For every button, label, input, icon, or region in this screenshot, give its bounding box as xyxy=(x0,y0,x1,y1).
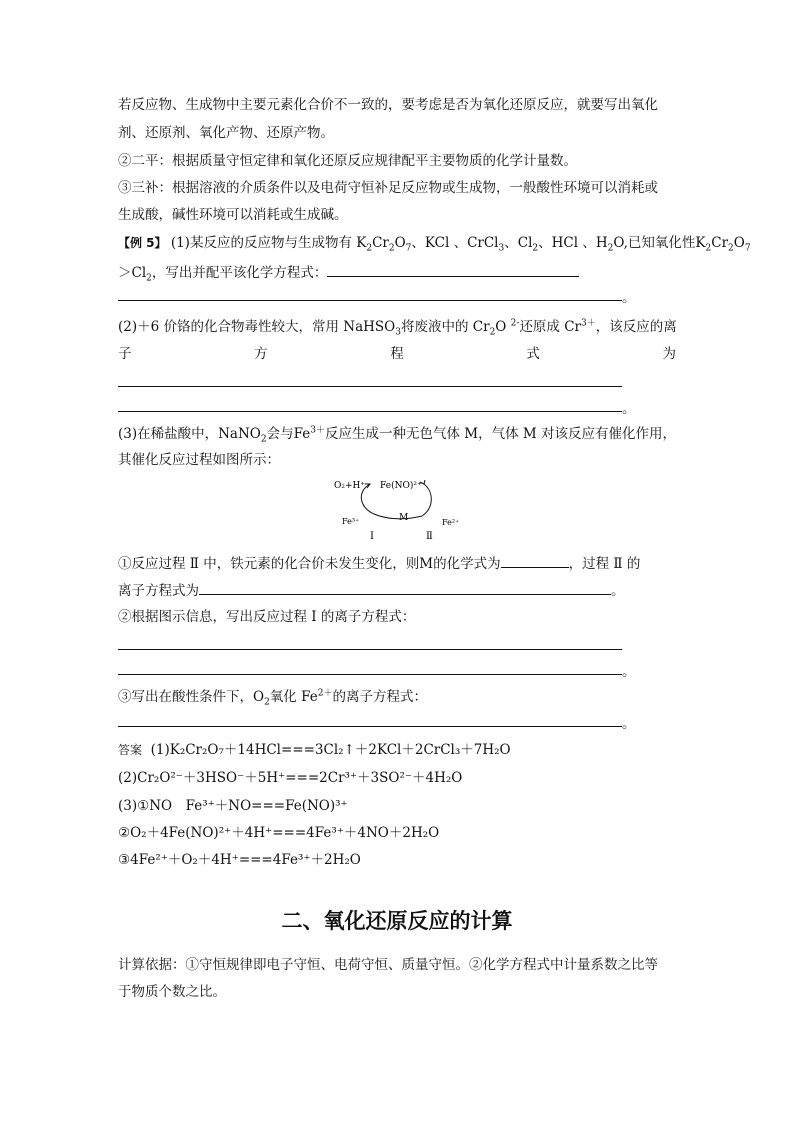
q2-spread-char: 方 xyxy=(254,346,268,362)
sub3-text-a: ③写出在酸性条件下，O xyxy=(118,689,265,705)
answer-2: (2)Cr₂O²⁻＋3HSO⁻＋5H⁺===2Cr³⁺＋3SO²⁻＋4H₂O xyxy=(118,770,463,786)
q1-text-i: O xyxy=(733,235,745,251)
q2-text-a: (2)＋6 价铬的化合物毒性较大，常用 NaHSO xyxy=(118,319,396,335)
section-body-line-2: 于物质个数之比。 xyxy=(118,984,226,1000)
sub3-fe-charge: 2＋ xyxy=(317,688,333,699)
q1-answer-blank[interactable] xyxy=(327,262,579,277)
example-q1-line-2: $>Cl_2$，写出并配平该化学方程式： xyxy=(118,262,579,282)
sub1-period: 。 xyxy=(611,583,625,599)
answer-3: (3)①NO Fe³⁺＋NO===Fe(NO)³⁺ xyxy=(118,798,348,814)
process-1-label: Ⅰ xyxy=(370,531,374,542)
q2-charge: 2- xyxy=(510,318,520,329)
q1-text-c: O xyxy=(394,235,406,251)
step-3-line-1: ③三补：根据溶液的介质条件以及电荷守恒补足反应物或生成物，一般酸性环境可以消耗或 xyxy=(118,180,658,196)
q2-text-g: ，该反应的离 xyxy=(595,319,677,335)
step-2-text: ②二平：根据质量守恒定律和氧化还原反应规律配平主要物质的化学计量数。 xyxy=(118,153,577,169)
sub3-text: ③写出在酸性条件下，$O_2$氧化 $Fe^{2+}$的离子方程式： xyxy=(118,688,427,708)
sub1-equation-blank[interactable] xyxy=(199,580,611,595)
example-q1-line-1: 【例 5】 (1)某反应的反应物与生成物有 $K_2Cr_2O_7$、KCl 、CrCl$_3$、$Cl_2$、HCl 、$H_2O$,已知氧化性$K_2Cr_2O_7$ xyxy=(118,235,751,254)
intro-line-2: 剂、还原剂、氧化产物、还原产物。 xyxy=(118,125,334,141)
cycle-arc-right xyxy=(422,484,431,516)
q1-text-d: 、KCl 、CrCl xyxy=(411,235,499,251)
sub1-line2-text: 离子方程式为 xyxy=(118,583,199,599)
process-2-label: Ⅱ xyxy=(426,531,433,542)
answer-1 xyxy=(118,741,511,759)
q3-text-d: 反应生成一种无色气体 M，气体 M 对该反应有催化作用， xyxy=(324,426,676,442)
m-label: M xyxy=(399,513,409,523)
sub1-line-1 xyxy=(118,553,640,573)
cycle-arc-bottom xyxy=(374,514,422,519)
q2-period: 。 xyxy=(622,401,636,417)
answer-1-text: (1)K₂Cr₂O₇＋14HCl===3Cl₂↑＋2KCl＋2CrCl₃＋7H₂O xyxy=(150,742,511,758)
example-q2-line-1: (2)＋6 价铬的化合物毒性较大，常用 NaHSO$_3$将废液中的 $Cr_2O$ $^{2-}$还原成 $Cr^{3+}$，该反应的离 xyxy=(118,318,677,338)
q2-answer-line-2[interactable] xyxy=(118,411,622,412)
sub3-answer-line[interactable] xyxy=(118,726,622,727)
catalytic-cycle-diagram xyxy=(330,474,470,544)
fe2-label: Fe²⁺ xyxy=(442,518,460,527)
example-q3-line-2: 其催化反应过程如图所示： xyxy=(118,452,280,468)
sub2-text: ②根据图示信息，写出反应过程 Ⅰ 的离子方程式： xyxy=(118,609,416,625)
q3-text-a: (3)在稀盐酸中，NaNO xyxy=(118,426,261,442)
o2-h-label: O₂+H⁺ xyxy=(334,481,366,491)
q1-line2-b: ，写出并配平该化学方程式： xyxy=(151,265,328,281)
q3-fe-charge: 3＋ xyxy=(310,425,325,436)
q2-cr-charge: 3＋ xyxy=(581,318,596,329)
q3-text-b: 会与Fe xyxy=(266,426,311,442)
q2-answer-line-1[interactable] xyxy=(118,386,622,387)
fe-no-label: Fe(NO)²⁺ xyxy=(380,481,422,491)
q2-spread-char: 子 xyxy=(118,346,132,362)
answer-4: ②O₂＋4Fe(NO)²⁺＋4H⁺===4Fe³⁺＋4NO＋2H₂O xyxy=(118,825,440,841)
q1-text-h: Cr xyxy=(711,235,729,251)
sub2-answer-line-1[interactable] xyxy=(118,649,622,650)
q2-spread-char: 式 xyxy=(526,346,540,362)
q1-text-a: (1)某反应的反应物与生成物有 K xyxy=(166,235,367,251)
section-title: 二、氧化还原反应的计算 xyxy=(281,909,513,933)
q2-spread-line xyxy=(118,345,676,363)
q1-line2-a: ＞Cl xyxy=(118,265,147,281)
sub3-text-d: 的离子方程式： xyxy=(332,689,427,705)
example-q3-line-1: (3)在稀盐酸中，NaNO$_2$会与$Fe^{3+}$反应生成一种无色气体 M，气体 M 对该反应有催化作用， xyxy=(118,425,676,445)
q2-spread-char: 程 xyxy=(390,346,404,362)
fe3-label: Fe³⁺ xyxy=(342,517,360,526)
answer-label: 答案 xyxy=(118,743,143,757)
q2-text-c: O xyxy=(495,319,511,335)
q1-text-f: 、HCl 、H xyxy=(538,235,608,251)
q1-period: 。 xyxy=(622,290,636,306)
sub2-period: 。 xyxy=(622,664,636,680)
example-tag: 【例 5】 xyxy=(118,236,167,250)
section-body-line-1: 计算依据：①守恒规律即电子守恒、电荷守恒、质量守恒。②化学方程式中计量系数之比等 xyxy=(118,957,658,973)
sub3-period: 。 xyxy=(622,716,636,732)
q1-text-b: Cr xyxy=(372,235,389,251)
sub1-formula-blank[interactable] xyxy=(501,553,569,568)
intro-line-1: 若反应物、生成物中主要元素化合价不一致的，要考虑是否为氧化还原反应，就要写出氧化 xyxy=(118,97,658,113)
sub1-text-a: ①反应过程 Ⅱ 中，铁元素的化合价未发生变化，则M的化学式为 xyxy=(118,556,501,572)
q2-text-b: 将废液中的 Cr xyxy=(400,319,490,335)
q2-spread-char: 为 xyxy=(662,346,676,362)
answer-5: ③4Fe²⁺＋O₂＋4H⁺===4Fe³⁺＋2H₂O xyxy=(118,852,361,868)
sub1-text-b: ，过程 Ⅱ 的 xyxy=(568,556,641,572)
sub2-answer-line-2[interactable] xyxy=(118,674,622,675)
q2-text-e: 还原成 Cr xyxy=(519,319,582,335)
sub3-text-b: 氧化 Fe xyxy=(269,689,318,705)
sub1-line-2 xyxy=(118,580,625,600)
q1-answer-line[interactable] xyxy=(118,300,622,301)
step-3-line-2: 生成酸，碱性环境可以消耗或生成碱。 xyxy=(118,207,348,223)
q1-text-e: 、Cl xyxy=(504,235,533,251)
q1-text-g: O,已知氧化性K xyxy=(613,235,706,251)
